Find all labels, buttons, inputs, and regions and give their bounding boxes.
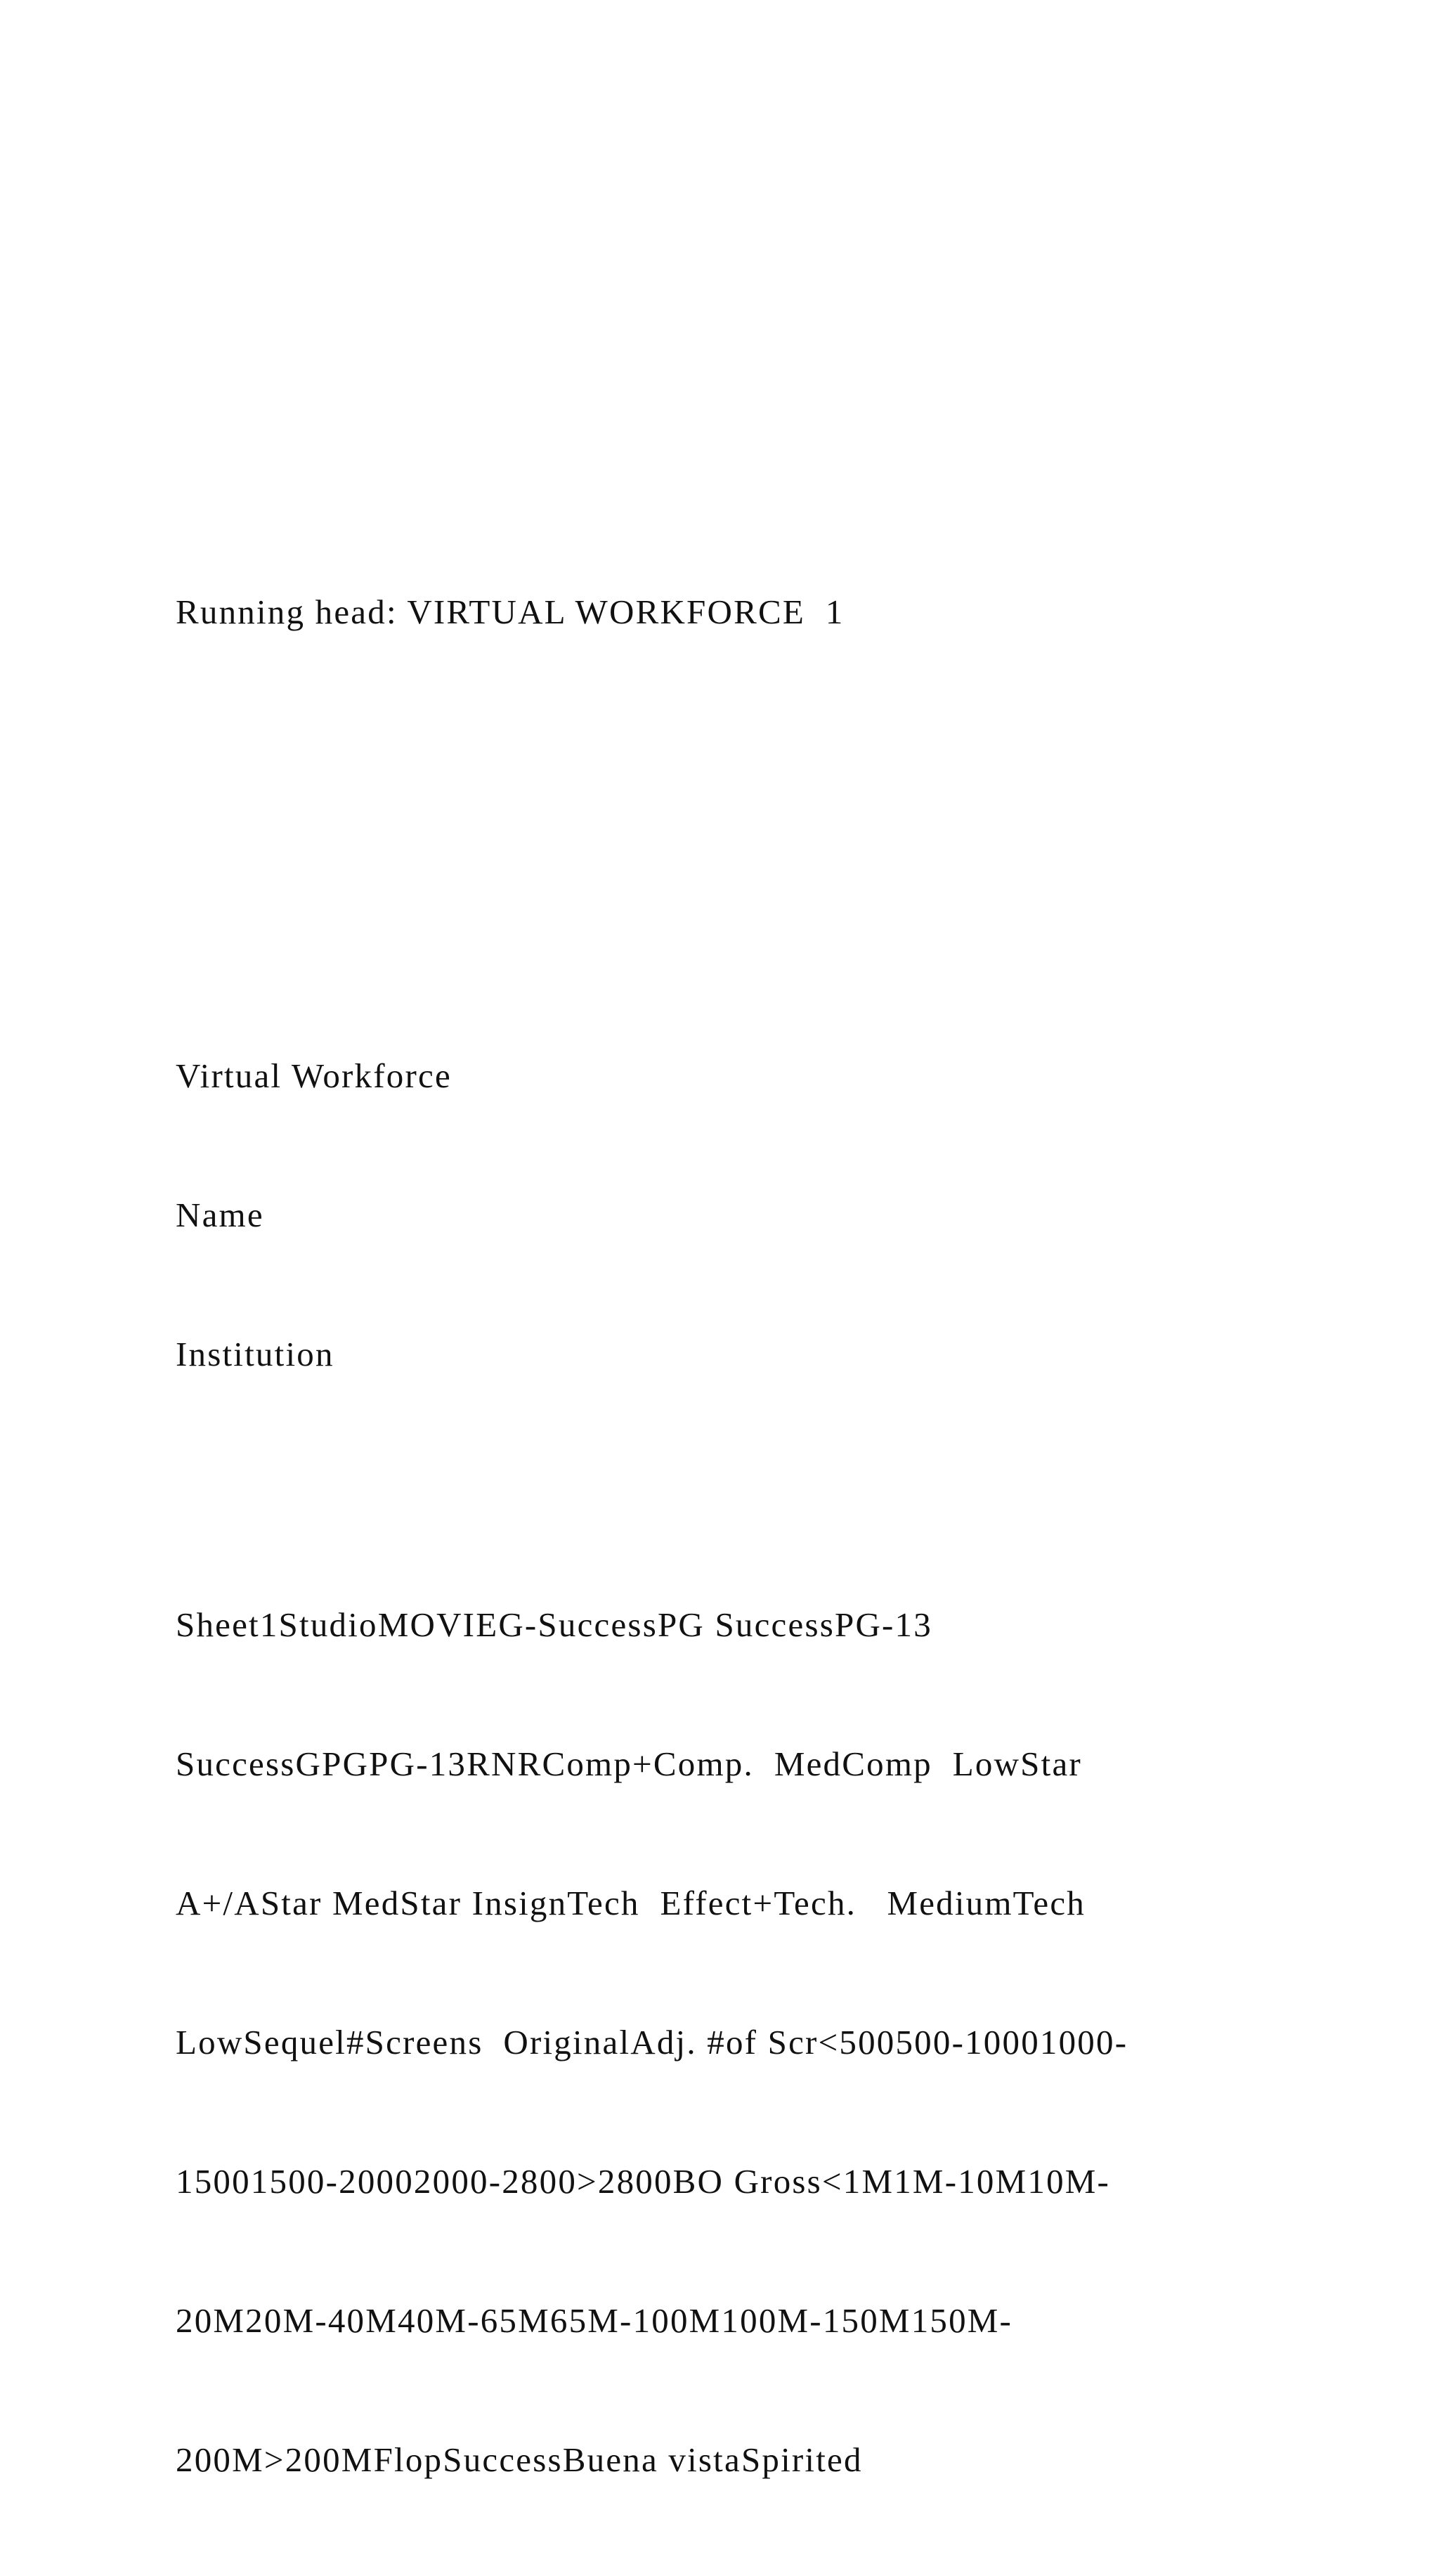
running-head: Running head: VIRTUAL WORKFORCE 1 xyxy=(176,593,845,631)
sheet-text-block xyxy=(176,1509,1128,2576)
body-line: 20M20M-40M40M-65M65M-100M100M-150M150M- xyxy=(176,2301,1013,2340)
title-block xyxy=(176,960,452,1470)
institution: Institution xyxy=(176,1335,334,1373)
body-line: 15001500-20002000-2800>2800BO Gross<1M1M-10M10M- xyxy=(176,2162,1111,2201)
body-line: 200M>200MFlopSuccessBuena vistaSpirited xyxy=(176,2440,863,2479)
body-line: LowSequel#Screens OriginalAdj. #of Scr<500500-10001000- xyxy=(176,2023,1128,2062)
paper-title: Virtual Workforce xyxy=(176,1056,452,1095)
body-line: Sheet1StudioMOVIEG-SuccessPG SuccessPG-13 xyxy=(176,1605,932,1644)
body-line: A+/AStar MedStar InsignTech Effect+Tech. MediumTech xyxy=(176,1884,1086,1922)
author-name: Name xyxy=(176,1196,264,1234)
body-line: SuccessGPGPG-13RNRComp+Comp. MedComp LowStar xyxy=(176,1745,1082,1783)
